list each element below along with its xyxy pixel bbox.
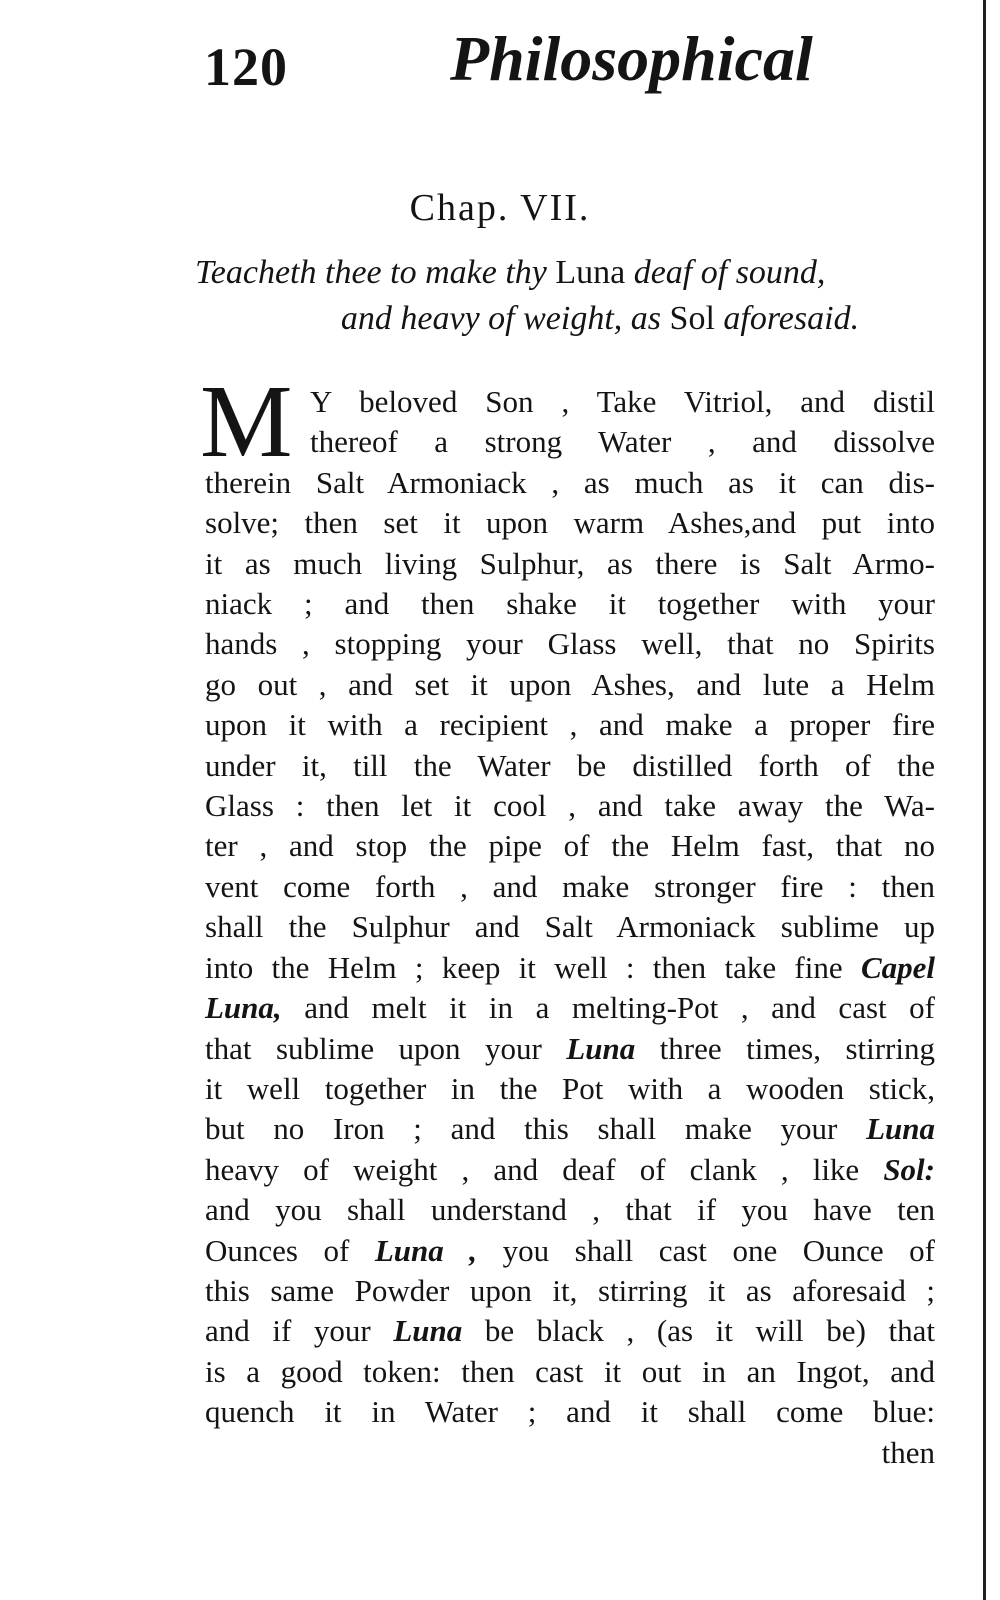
italic-word: Luna , <box>374 1232 478 1268</box>
chapter-title-roman: Luna <box>555 254 626 291</box>
body-text <box>205 382 935 1473</box>
chapter-title-line-1 <box>195 250 965 296</box>
text-line: and you shall understand , that if you have ten <box>205 1192 935 1228</box>
text-line: it well together in the Pot with a wooden stick, <box>205 1070 935 1106</box>
text-line <box>205 948 935 988</box>
text-line: ter , and stop the pipe of the Helm fast, that no <box>205 828 935 864</box>
text-line <box>205 1029 935 1069</box>
italic-word: Luna <box>393 1313 463 1349</box>
text-segment: Ounces of <box>205 1232 375 1268</box>
text-line: solve; then set it upon warm Ashes,and put into <box>205 505 935 541</box>
text-line <box>205 1150 935 1190</box>
chapter-title-text: and heavy of weight, as <box>340 300 670 337</box>
chapter-title-roman: Sol <box>669 300 715 337</box>
italic-word: Luna <box>566 1030 636 1066</box>
running-head: Philosophical <box>450 23 813 94</box>
chapter-title <box>195 250 965 342</box>
text-segment: three times, stirring <box>635 1030 935 1066</box>
text-line: quench it in Water ; and it shall come blue: <box>205 1394 935 1430</box>
text-line: vent come forth , and make stronger fire : then <box>205 868 935 904</box>
italic-word: Capel <box>860 949 935 985</box>
text-segment: and if your <box>205 1313 394 1349</box>
chapter-title-text: deaf of sound, <box>625 254 826 291</box>
italic-word: Luna <box>866 1111 935 1147</box>
text-line <box>205 1311 935 1351</box>
text-line <box>205 1109 935 1149</box>
chapter-heading: Chap. VII. <box>409 187 591 229</box>
text-segment: you shall cast one Ounce of <box>477 1232 935 1268</box>
chapter-title-text: aforesaid. <box>714 300 860 337</box>
text-segment: into the Helm ; keep it well : then take fine <box>205 949 861 985</box>
italic-word: Luna, <box>205 990 282 1026</box>
text-line: hands , stopping your Glass well, that no Spirits <box>205 626 935 662</box>
text-line: this same Powder upon it, stirring it as aforesaid ; <box>205 1272 935 1308</box>
text-line: shall the Sulphur and Salt Armoniack sublime up <box>205 909 935 945</box>
text-segment: heavy of weight , and deaf of clank , like <box>205 1151 884 1187</box>
text-segment: be black , (as it will be) that <box>462 1313 935 1349</box>
text-segment: but no Iron ; and this shall make your <box>205 1111 867 1147</box>
catchword: then <box>881 1434 935 1470</box>
text-line: Glass : then let it cool , and take away the Wa- <box>205 788 935 824</box>
italic-word: Sol: <box>883 1151 935 1187</box>
page-edge-line <box>983 0 986 1600</box>
chapter-title-line-2 <box>195 296 965 342</box>
text-line: therein Salt Armoniack , as much as it can dis- <box>205 464 935 500</box>
text-line <box>205 988 935 1028</box>
text-line: niack ; and then shake it together with your <box>205 586 935 622</box>
text-segment: and melt it in a melting-Pot , and cast of <box>281 990 935 1026</box>
text-line: is a good token: then cast it out in an Ingot, and <box>205 1353 935 1389</box>
text-line: upon it with a recipient , and make a proper fire <box>205 707 935 743</box>
text-line: thereof a strong Water , and dissolve <box>310 424 935 460</box>
chapter-title-text: Teacheth thee to make thy <box>195 254 556 291</box>
text-line: under it, till the Water be distilled forth of the <box>205 747 935 783</box>
text-line: it as much living Sulphur, as there is Salt Armo- <box>205 545 935 581</box>
drop-cap: M <box>200 364 293 479</box>
text-segment: that sublime upon your <box>205 1030 567 1066</box>
text-line: go out , and set it upon Ashes, and lute a Helm <box>205 666 935 702</box>
text-line: Y beloved Son , Take Vitriol, and distil <box>310 384 935 419</box>
page-number: 120 <box>204 37 288 97</box>
text-line <box>205 1231 935 1271</box>
